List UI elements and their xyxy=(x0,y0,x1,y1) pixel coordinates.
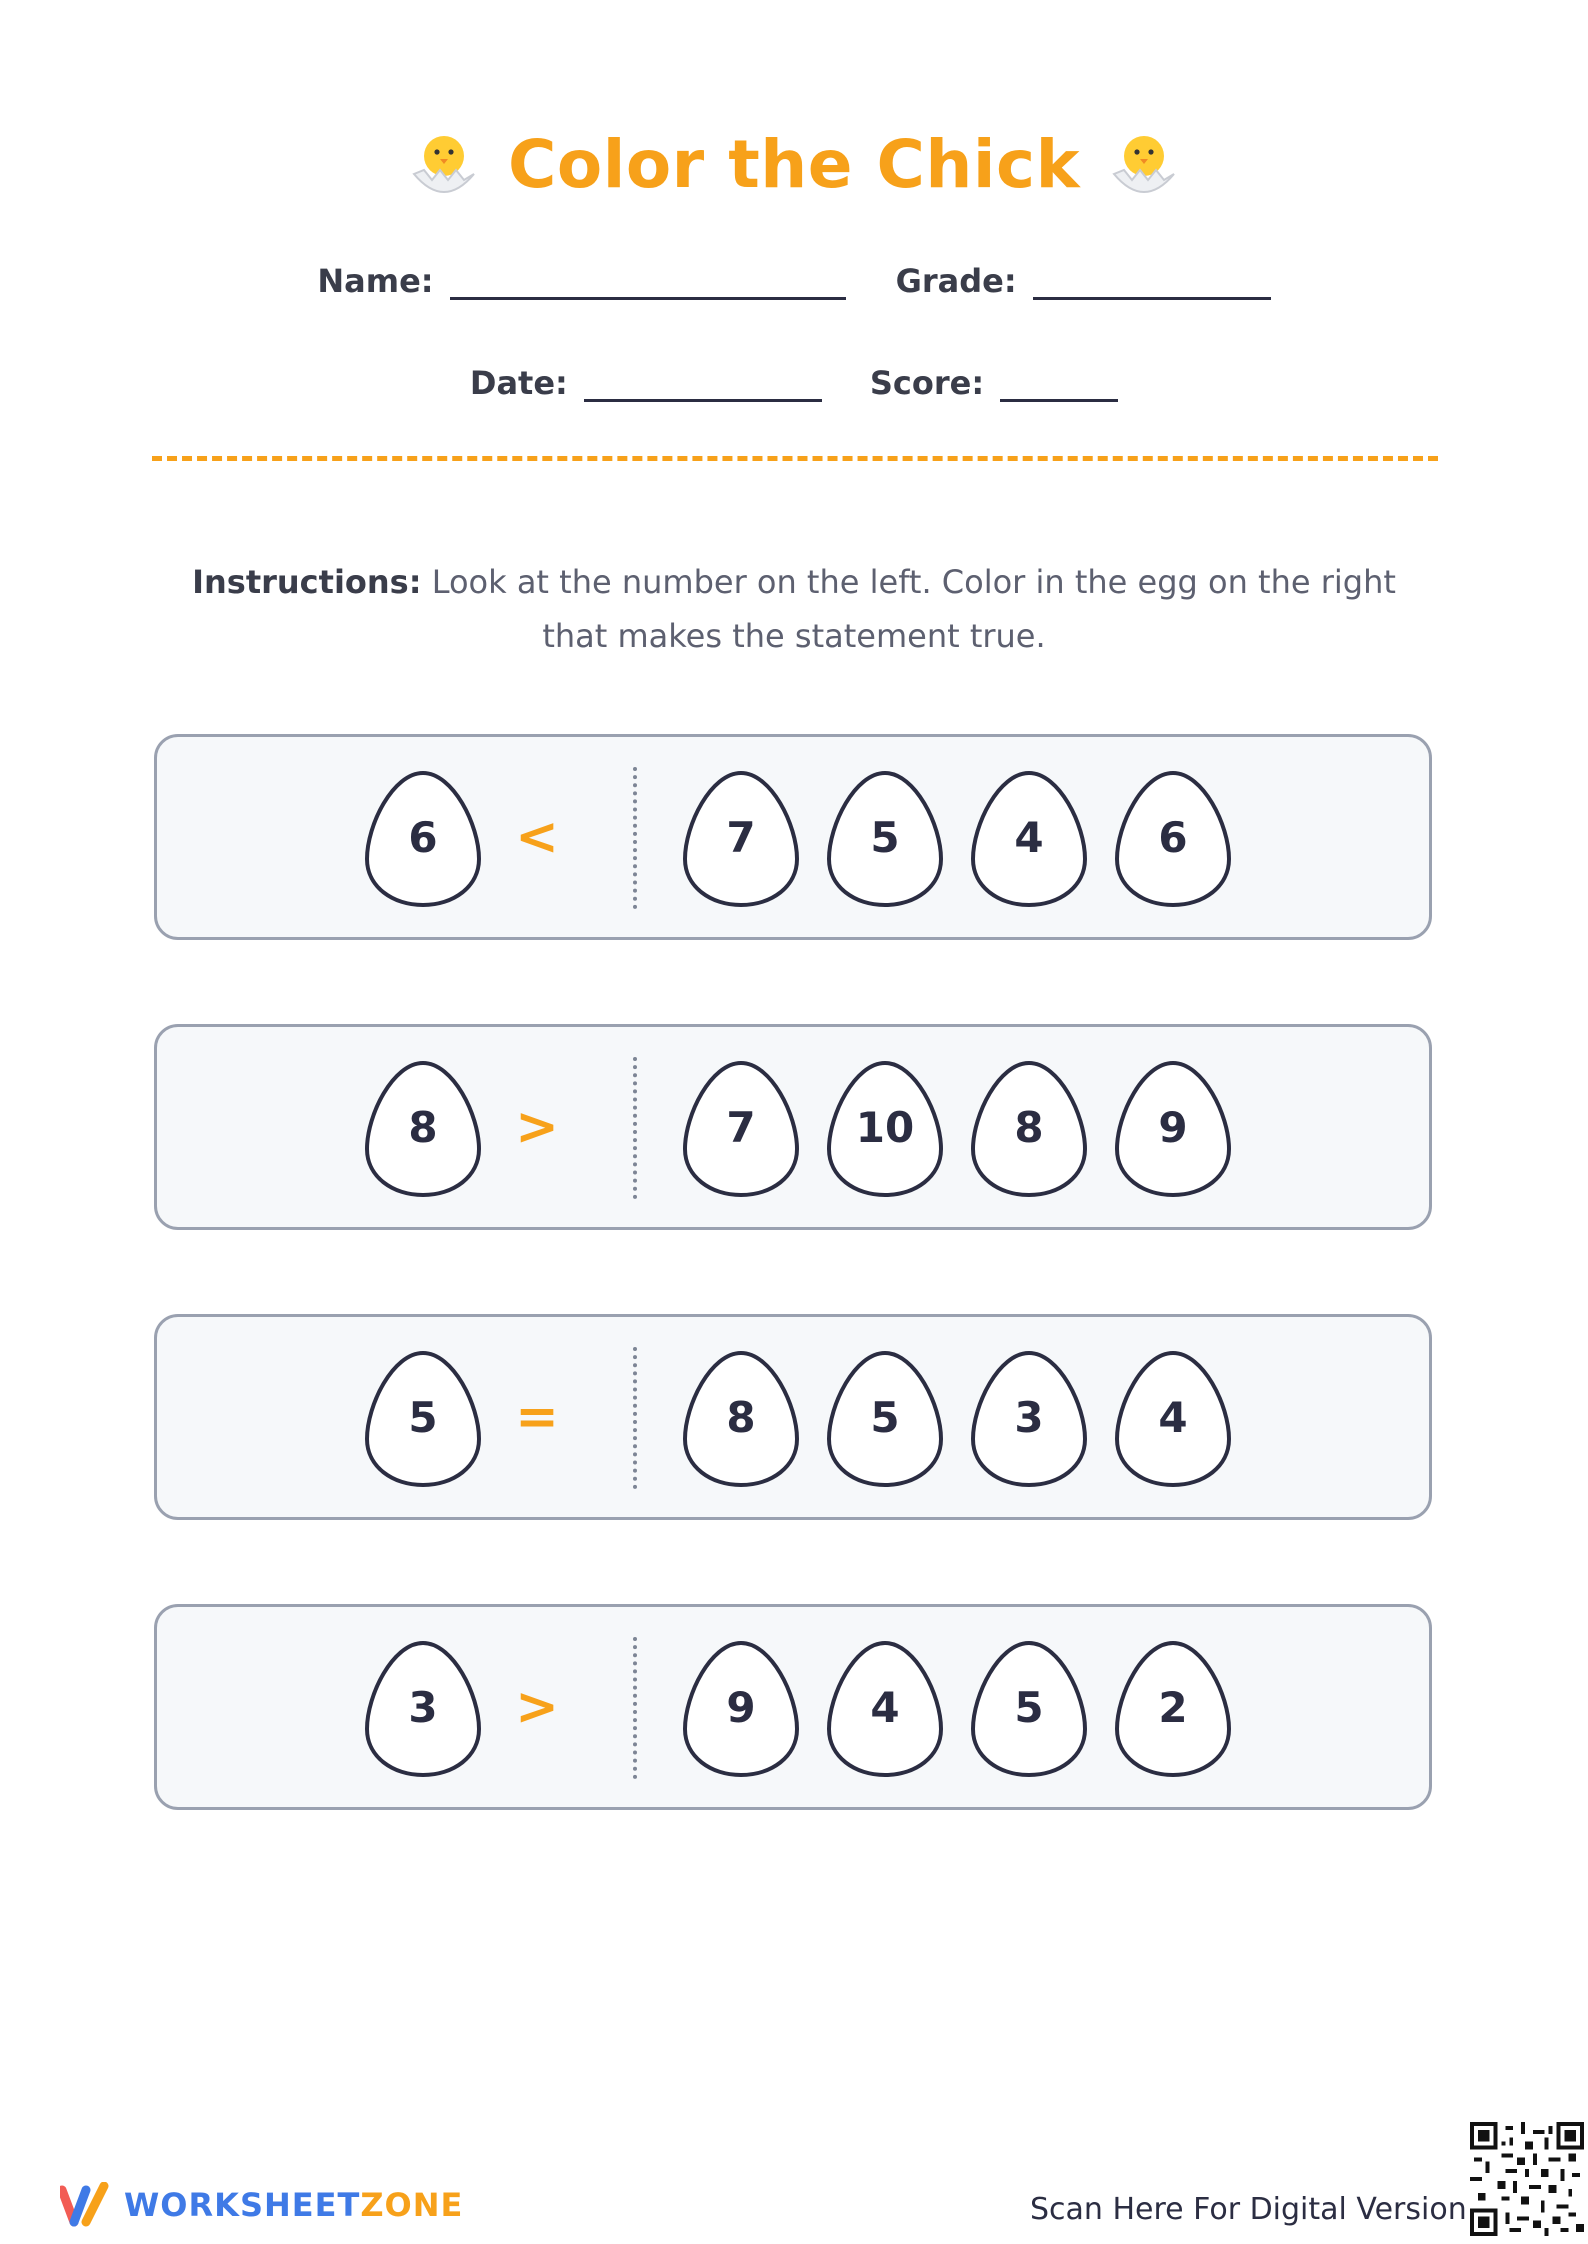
brand-logo xyxy=(60,2182,463,2228)
comparison-row xyxy=(154,1314,1432,1520)
dashed-divider xyxy=(152,456,1438,461)
number-egg: 5 xyxy=(408,1392,438,1442)
choice-egg[interactable]: 10 xyxy=(855,1102,915,1152)
name-field[interactable] xyxy=(450,263,846,300)
choice-egg[interactable]: 5 xyxy=(870,812,900,862)
score-field[interactable] xyxy=(1000,365,1118,402)
choice-egg[interactable]: 9 xyxy=(726,1682,756,1732)
date-field[interactable] xyxy=(584,365,822,402)
dotted-separator xyxy=(633,1347,637,1489)
hatching-chick-icon xyxy=(402,122,486,206)
name-grade-row xyxy=(0,262,1588,300)
hatching-chick-icon xyxy=(1102,122,1186,206)
choice-egg[interactable]: 5 xyxy=(870,1392,900,1442)
comparison-operator: > xyxy=(515,1677,559,1737)
grade-field[interactable] xyxy=(1033,263,1271,300)
instructions xyxy=(160,555,1428,663)
grade-label: Grade: xyxy=(895,262,1017,300)
choice-egg[interactable]: 4 xyxy=(870,1682,900,1732)
comparison-operator: < xyxy=(515,807,559,867)
comparison-operator: > xyxy=(515,1097,559,1157)
brand-name-part1: WORKSHEET xyxy=(124,2186,361,2224)
dotted-separator xyxy=(633,1057,637,1199)
comparison-operator: = xyxy=(515,1387,559,1447)
choice-egg[interactable]: 3 xyxy=(1014,1392,1044,1442)
title-row xyxy=(0,122,1588,206)
choice-egg[interactable]: 4 xyxy=(1158,1392,1188,1442)
choice-egg[interactable]: 6 xyxy=(1158,812,1188,862)
comparison-row xyxy=(154,734,1432,940)
choice-egg[interactable]: 2 xyxy=(1158,1682,1188,1732)
number-egg: 3 xyxy=(408,1682,438,1732)
brand-name-part2: ZONE xyxy=(360,2186,464,2224)
choice-egg[interactable]: 4 xyxy=(1014,812,1044,862)
comparison-row xyxy=(154,1024,1432,1230)
date-score-row xyxy=(0,364,1588,402)
number-egg: 8 xyxy=(408,1102,438,1152)
instructions-lead: Instructions: xyxy=(192,563,422,601)
page-title: Color the Chick xyxy=(507,125,1081,203)
dotted-separator xyxy=(633,1637,637,1779)
scan-caption: Scan Here For Digital Version xyxy=(1030,2192,1467,2227)
score-label: Score: xyxy=(869,364,985,402)
instructions-text: Look at the number on the left. Color in the egg on the right that makes the statement true. xyxy=(421,563,1396,655)
choice-egg[interactable]: 9 xyxy=(1158,1102,1188,1152)
number-egg: 6 xyxy=(408,812,438,862)
choice-egg[interactable]: 8 xyxy=(1014,1102,1044,1152)
choice-egg[interactable]: 7 xyxy=(726,812,756,862)
worksheetzone-logo-icon xyxy=(60,2182,112,2228)
brand-name xyxy=(124,2186,463,2224)
dotted-separator xyxy=(633,767,637,909)
choice-egg[interactable]: 5 xyxy=(1014,1682,1044,1732)
qr-code-icon[interactable] xyxy=(1470,2122,1584,2236)
name-label: Name: xyxy=(317,262,434,300)
choice-egg[interactable]: 7 xyxy=(726,1102,756,1152)
comparison-row xyxy=(154,1604,1432,1810)
date-label: Date: xyxy=(469,364,568,402)
choice-egg[interactable]: 8 xyxy=(726,1392,756,1442)
